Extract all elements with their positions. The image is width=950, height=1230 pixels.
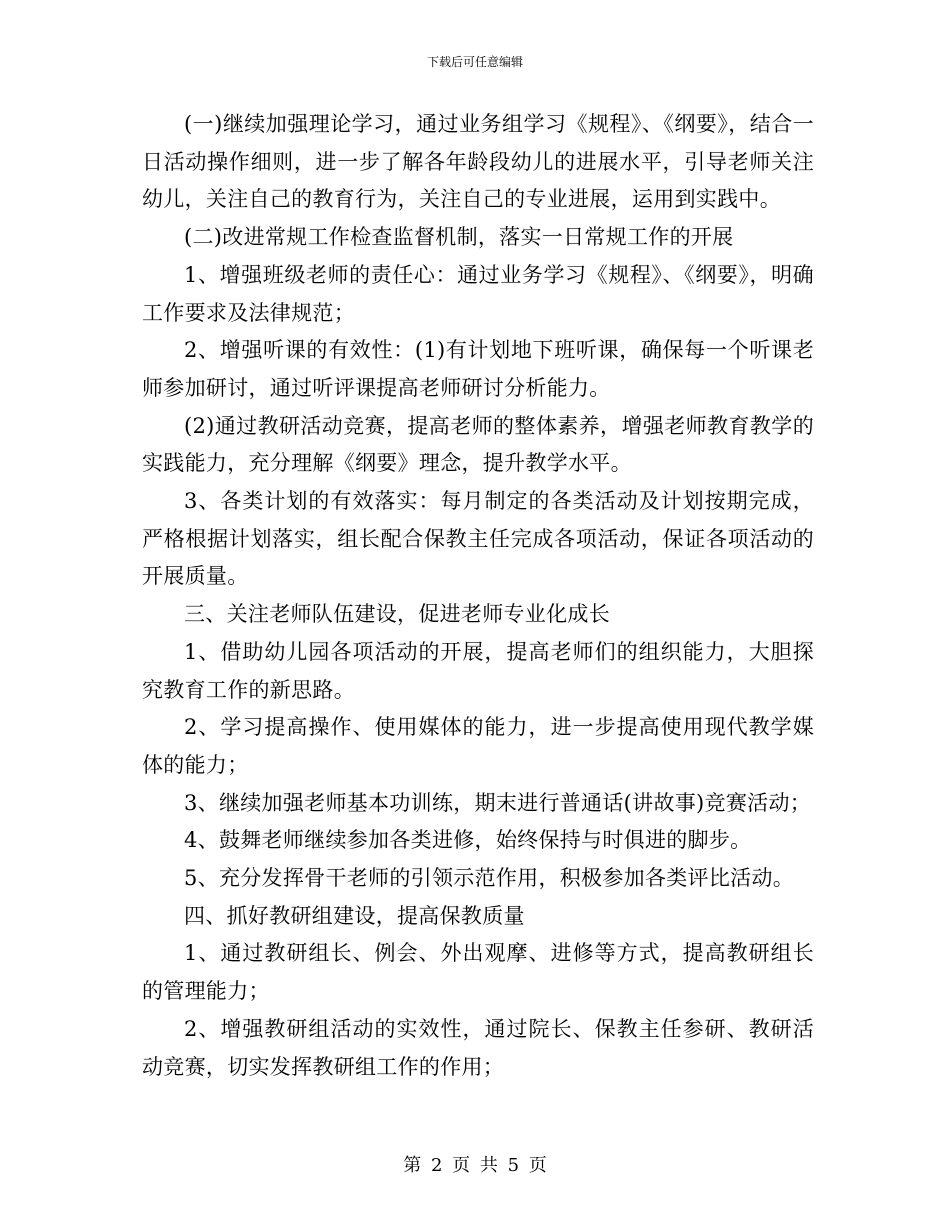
- section-heading: 三、关注老师队伍建设，促进老师专业化成长: [184, 602, 610, 627]
- page-footer: 第 2 页 共 5 页: [403, 1155, 547, 1176]
- paragraph: (一)继续加强理论学习，通过业务组学习《规程》、《纲要》，结合一日活动操作细则，进一步了解各年龄段幼儿的进展水平，引导老师关注幼儿，关注自己的教育行为，关注自己的专业进展，运用到实践中。: [142, 112, 814, 212]
- paragraph: 5、充分发挥骨干老师的引领示范作用，积极参加各类评比活动。: [184, 866, 795, 891]
- paragraph: (2)通过教研活动竞赛，提高老师的整体素养，增强老师教育教学的实践能力，充分理解《纲要》理念，提升教学水平。: [142, 413, 814, 476]
- paragraph: 3、继续加强老师基本功训练，期末进行普通话(讲故事)竞赛活动；: [184, 790, 812, 815]
- paragraph: 1、通过教研组长、例会、外出观摩、进修等方式，提高教研组长的管理能力；: [142, 941, 814, 1004]
- paragraph: 2、学习提高操作、使用媒体的能力，进一步提高使用现代教学媒体的能力；: [142, 715, 814, 777]
- section-heading: 四、抓好教研组建设，提高保教质量: [184, 903, 525, 928]
- page-header: 下载后可任意编辑: [426, 55, 523, 69]
- paragraph: 3、各类计划的有效落实：每月制定的各类活动及计划按期完成，严格根据计划落实，组长配合保教主任完成各项活动，保证各项活动的开展质量。: [142, 489, 814, 589]
- paragraph: 2、增强教研组活动的实效性，通过院长、保教主任参研、教研活动竞赛，切实发挥教研组工作的作用；: [142, 1016, 814, 1079]
- paragraph: 1、借助幼儿园各项活动的开展，提高老师们的组织能力，大胆探究教育工作的新思路。: [142, 639, 814, 702]
- document-body: [142, 106, 814, 1086]
- paragraph: (二)改进常规工作检查监督机制，落实一日常规工作的开展: [184, 225, 734, 250]
- paragraph: 2、增强听课的有效性：(1)有计划地下班听课，确保每一个听课老师参加研讨，通过听评课提高老师研讨分析能力。: [142, 338, 814, 400]
- paragraph: 4、鼓舞老师继续参加各类进修，始终保持与时俱进的脚步。: [184, 828, 752, 853]
- paragraph: 1、增强班级老师的责任心：通过业务学习《规程》、《纲要》，明确工作要求及法律规范；: [142, 262, 814, 325]
